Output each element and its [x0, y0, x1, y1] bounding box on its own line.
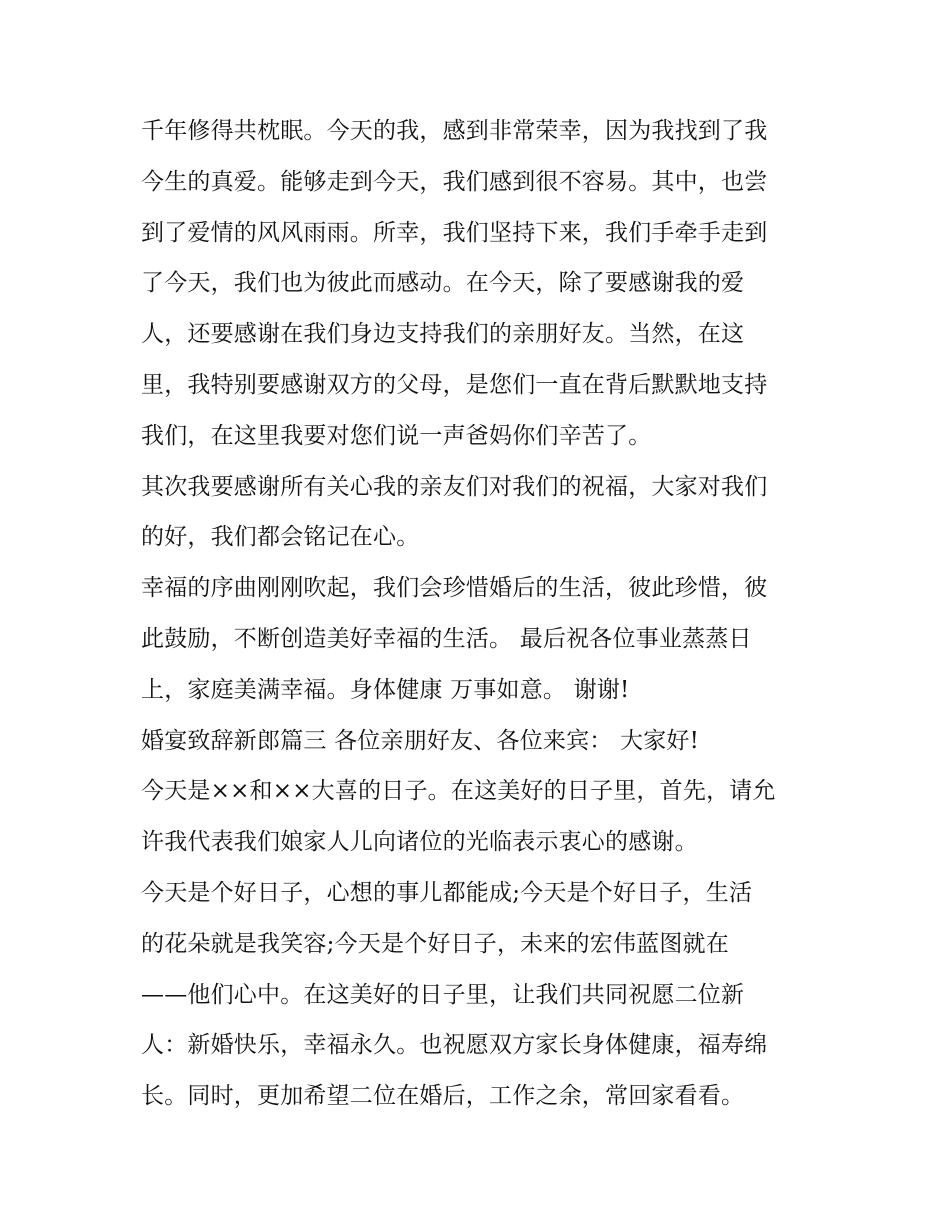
text-line-14: 今天是××和××大喜的日子。在这美好的日子里，首先，请允 — [141, 778, 776, 805]
text-line-10: 幸福的序曲刚刚吹起，我们会珍惜婚后的生活，彼此珍惜，彼 — [141, 575, 768, 602]
text-line-8: 其次我要感谢所有关心我的亲友们对我们的祝福，大家对我们 — [141, 473, 768, 500]
text-line-18: ——他们心中。在这美好的日子里，让我们共同祝愿二位新 — [141, 981, 745, 1008]
text-line-6: 里，我特别要感谢双方的父母，是您们一直在背后默默地支持 — [141, 371, 768, 398]
text-line-20: 长。同时，更加希望二位在婚后，工作之余，常回家看看。 — [141, 1083, 745, 1110]
text-line-1: 千年修得共枕眠。今天的我，感到非常荣幸，因为我找到了我 — [141, 118, 768, 144]
text-line-17: 的花朵就是我笑容;今天是个好日子，未来的宏伟蓝图就在 — [141, 930, 729, 957]
document-body — [141, 106, 821, 1122]
text-line-19: 人：新婚快乐，幸福永久。也祝愿双方家长身体健康，福寿绵 — [141, 1032, 768, 1059]
section-heading: 婚宴致辞新郎篇三 各位亲朋好友、各位来宾： 大家好! — [141, 727, 700, 754]
text-line-7: 我们，在这里我要对您们说一声爸妈你们辛苦了。 — [141, 422, 652, 449]
text-line-16: 今天是个好日子，心想的事儿都能成;今天是个好日子，生活 — [141, 879, 753, 906]
text-line-15: 许我代表我们娘家人儿向诸位的光临表示衷心的感谢。 — [141, 829, 698, 856]
text-line-9: 的好，我们都会铭记在心。 — [141, 524, 420, 551]
text-line-5: 人，还要感谢在我们身边支持我们的亲朋好友。当然，在这 — [141, 321, 745, 348]
text-line-2: 今生的真爱。能够走到今天，我们感到很不容易。其中，也尝 — [141, 168, 768, 195]
text-line-11: 此鼓励，不断创造美好幸福的生活。 最后祝各位事业蒸蒸日 — [141, 625, 752, 652]
text-line-12: 上，家庭美满幸福。身体健康 万事如意。 谢谢! — [141, 676, 630, 703]
text-line-4: 了今天，我们也为彼此而感动。在今天，除了要感谢我的爱 — [141, 270, 745, 297]
text-line-3: 到了爱情的风风雨雨。所幸，我们坚持下来，我们手牵手走到 — [141, 219, 768, 246]
